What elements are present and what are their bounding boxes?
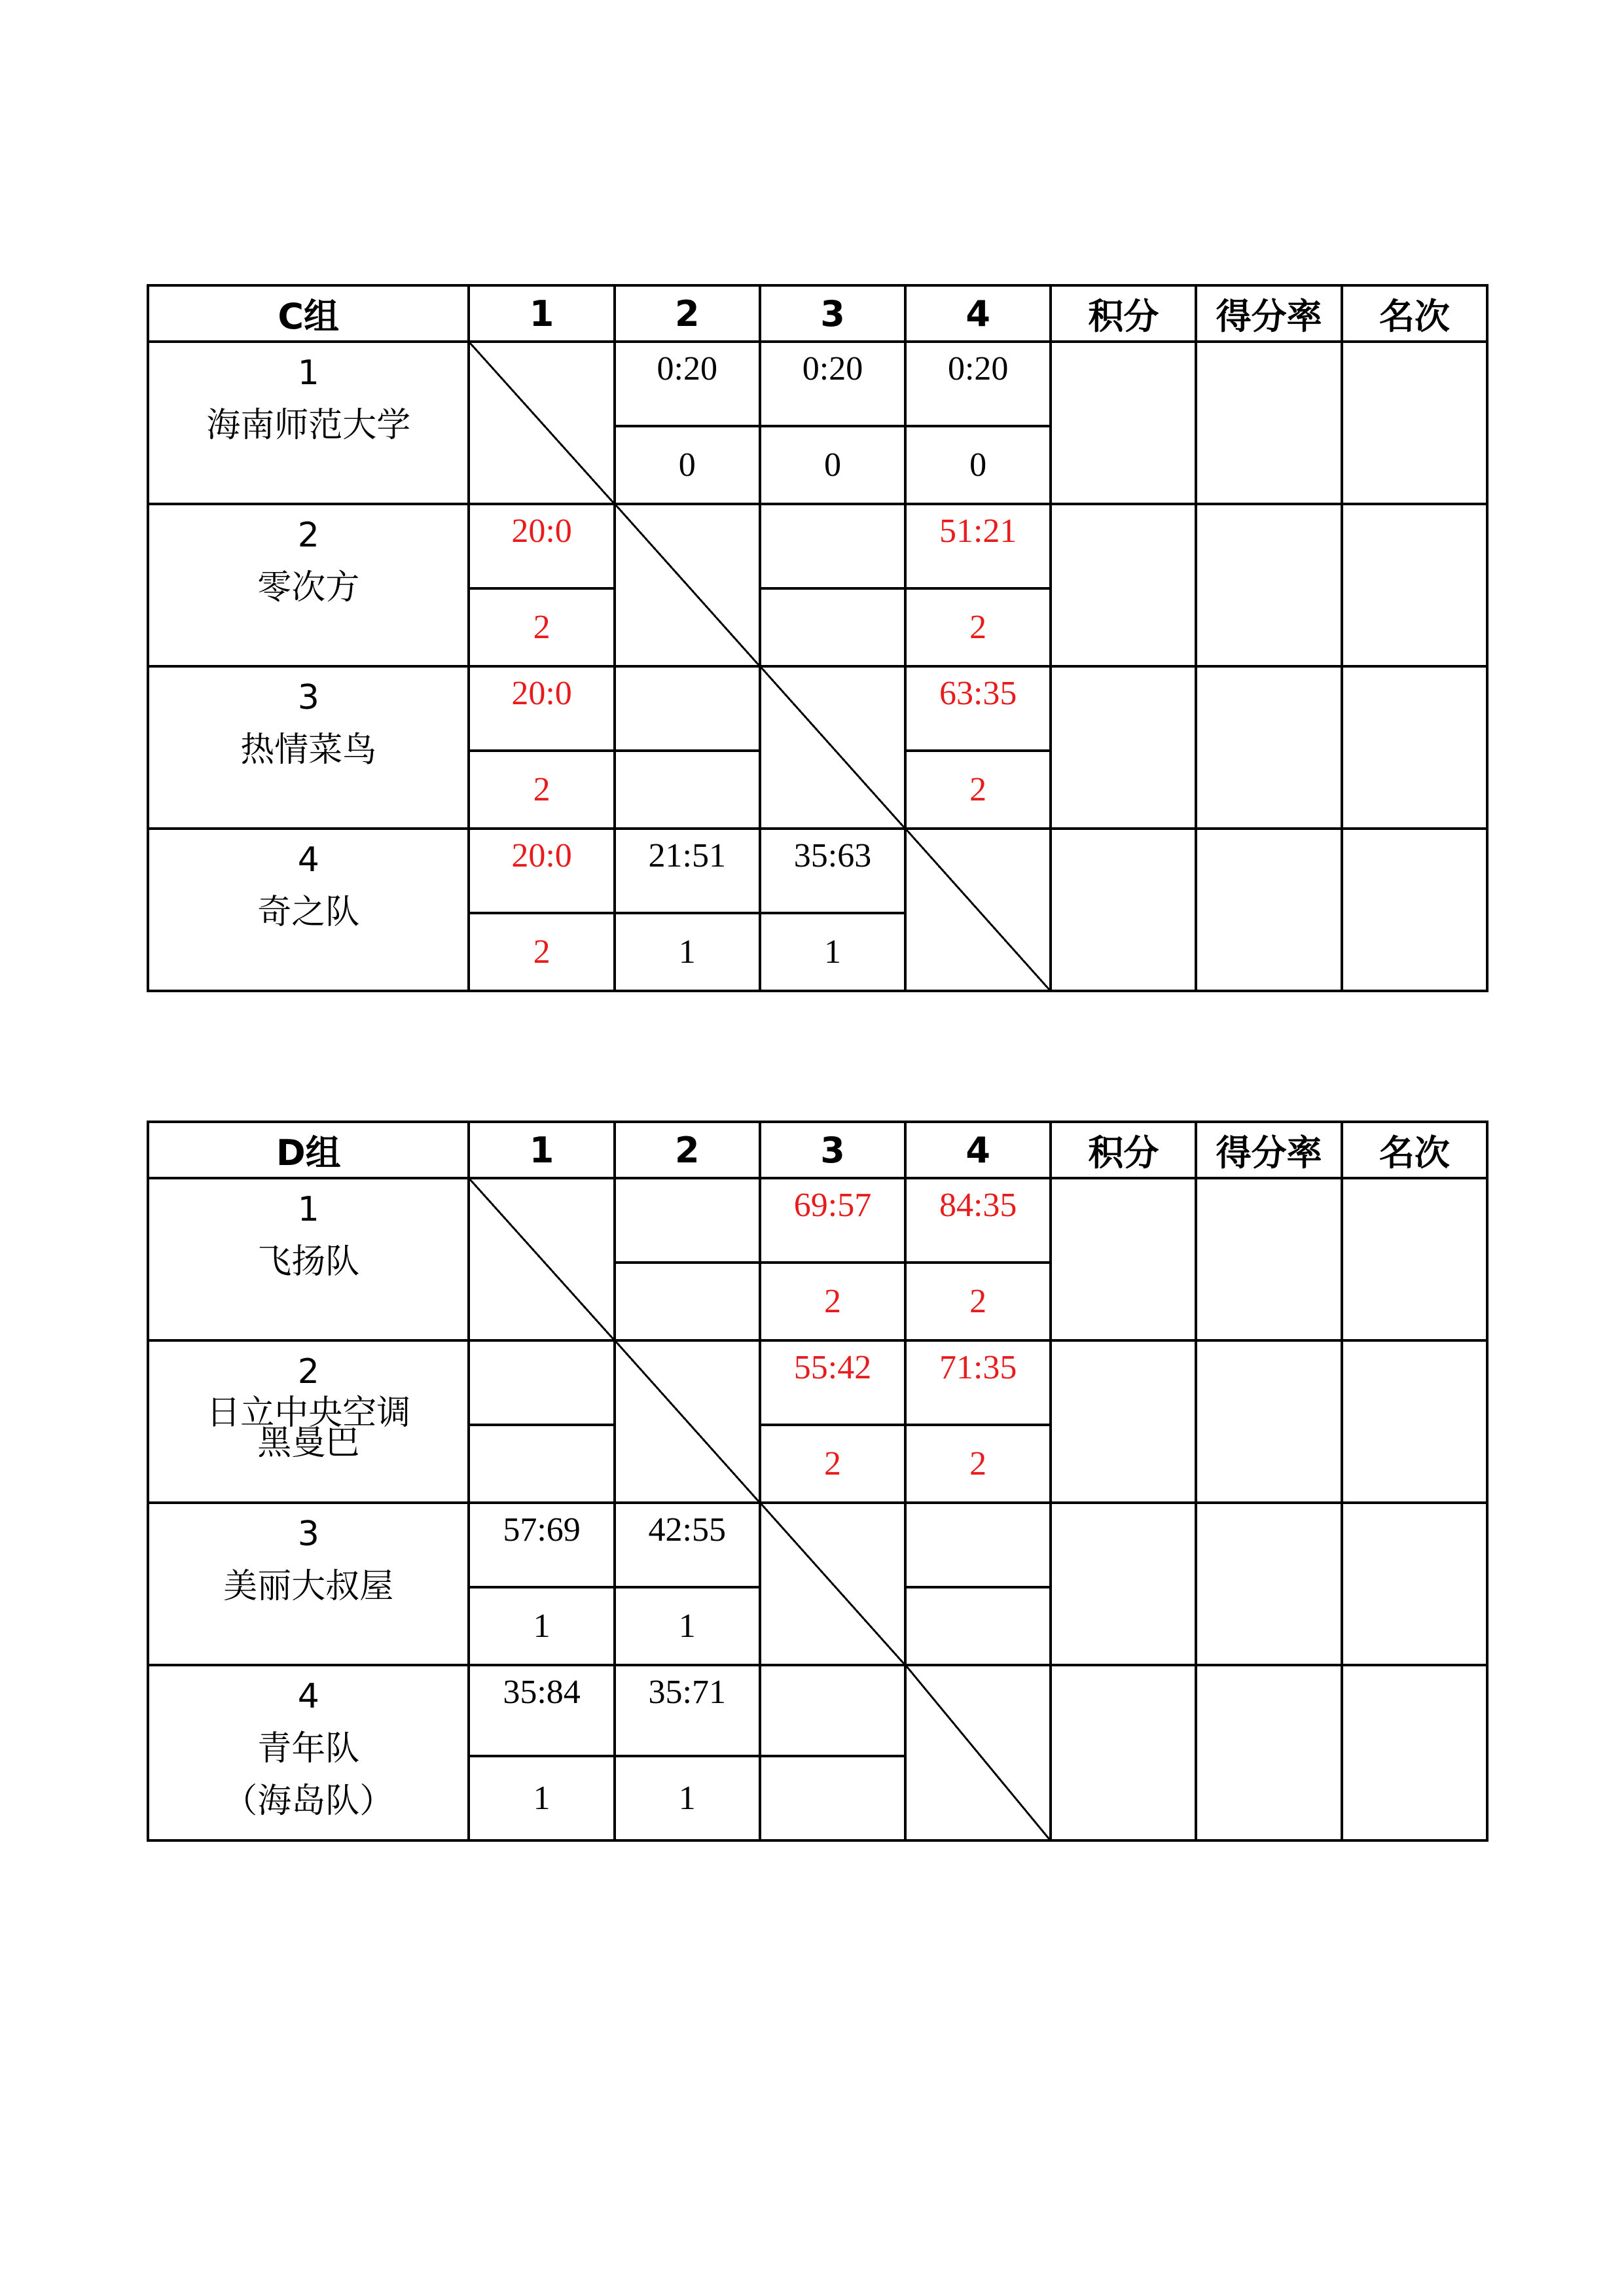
match-score (615, 666, 760, 751)
score-rate-cell (1196, 1178, 1341, 1340)
score-rate-cell (1196, 504, 1341, 666)
total-points-cell (1051, 342, 1196, 504)
group-d-table-container (147, 1121, 1489, 1842)
score-rate-cell (1196, 829, 1341, 991)
team-seed: 3 (297, 678, 319, 717)
match-score: 35:71 (615, 1665, 760, 1756)
match-score (469, 1340, 614, 1425)
team-seed: 3 (297, 1515, 319, 1554)
match-score: 84:35 (905, 1178, 1051, 1263)
match-score: 63:35 (905, 666, 1051, 751)
team-name: 海南师范大学 (206, 406, 411, 445)
self-match-cell (905, 829, 1051, 991)
match-points: 1 (469, 1756, 614, 1840)
total-points-cell (1051, 1665, 1196, 1840)
column-header: 2 (615, 285, 760, 342)
team-seed: 4 (297, 1677, 319, 1716)
match-score: 0:20 (615, 342, 760, 426)
team-row (148, 504, 1487, 588)
match-score: 20:0 (469, 829, 614, 913)
match-points: 1 (615, 1756, 760, 1840)
match-score: 42:55 (615, 1503, 760, 1587)
rank-cell (1342, 1503, 1487, 1665)
team-name: 美丽大叔屋 (223, 1567, 394, 1606)
match-score: 0:20 (760, 342, 905, 426)
match-points (615, 1263, 760, 1340)
match-score: 35:84 (469, 1665, 614, 1756)
rank-cell (1342, 504, 1487, 666)
match-score: 57:69 (469, 1503, 614, 1587)
team-row (148, 1503, 1487, 1587)
column-header: 得分率 (1196, 285, 1341, 342)
match-points: 2 (905, 1263, 1051, 1340)
match-score (615, 1178, 760, 1263)
total-points-cell (1051, 666, 1196, 829)
match-points: 1 (615, 913, 760, 991)
match-points: 2 (469, 751, 614, 829)
self-match-cell (760, 1503, 905, 1665)
match-points (469, 1425, 614, 1503)
team-row (148, 1178, 1487, 1263)
column-header: 积分 (1051, 285, 1196, 342)
total-points-cell (1051, 1340, 1196, 1503)
header-row (148, 1122, 1487, 1178)
column-header: 2 (615, 1122, 760, 1178)
group-table (147, 284, 1489, 992)
team-seed: 1 (297, 353, 319, 393)
total-points-cell (1051, 1503, 1196, 1665)
header-row (148, 285, 1487, 342)
column-header: 3 (760, 1122, 905, 1178)
match-points (760, 1756, 905, 1840)
team-cell (148, 1340, 469, 1503)
total-points-cell (1051, 829, 1196, 991)
self-match-cell (905, 1665, 1051, 1840)
match-points: 1 (469, 1587, 614, 1665)
team-cell (148, 504, 469, 666)
team-row (148, 1340, 1487, 1425)
team-cell (148, 342, 469, 504)
team-seed: 1 (297, 1190, 319, 1229)
match-points: 2 (905, 588, 1051, 666)
group-table (147, 1121, 1489, 1842)
team-name: 奇之队 (257, 893, 360, 932)
rank-cell (1342, 829, 1487, 991)
match-score: 20:0 (469, 504, 614, 588)
team-name: 飞扬队 (257, 1242, 360, 1282)
match-score: 55:42 (760, 1340, 905, 1425)
match-points: 1 (615, 1587, 760, 1665)
self-match-cell (615, 504, 760, 666)
match-points: 0 (760, 426, 905, 504)
group-title: C组 (148, 285, 469, 342)
team-name: 零次方 (257, 568, 360, 607)
self-match-cell (760, 666, 905, 829)
score-rate-cell (1196, 1503, 1341, 1665)
team-name: （海岛队） (223, 1782, 394, 1821)
team-row (148, 1665, 1487, 1756)
column-header: 4 (905, 285, 1051, 342)
match-points: 2 (905, 751, 1051, 829)
team-name: 青年队 (257, 1729, 360, 1768)
column-header: 1 (469, 1122, 614, 1178)
rank-cell (1342, 666, 1487, 829)
match-points (760, 588, 905, 666)
team-cell (148, 829, 469, 991)
match-points: 1 (760, 913, 905, 991)
column-header: 名次 (1342, 1122, 1487, 1178)
match-points: 0 (615, 426, 760, 504)
team-cell (148, 1665, 469, 1840)
score-rate-cell (1196, 1340, 1341, 1503)
team-name: 日立中央空调 (206, 1393, 411, 1433)
match-score (905, 1503, 1051, 1587)
match-score (760, 1665, 905, 1756)
match-points: 2 (905, 1425, 1051, 1503)
match-points: 2 (760, 1263, 905, 1340)
team-cell (148, 1503, 469, 1665)
match-score: 20:0 (469, 666, 614, 751)
match-score (760, 504, 905, 588)
team-cell (148, 1178, 469, 1340)
match-score: 0:20 (905, 342, 1051, 426)
column-header: 4 (905, 1122, 1051, 1178)
match-score: 51:21 (905, 504, 1051, 588)
self-match-cell (615, 1340, 760, 1503)
rank-cell (1342, 1665, 1487, 1840)
column-header: 3 (760, 285, 905, 342)
team-row (148, 829, 1487, 913)
team-row (148, 666, 1487, 751)
match-score: 35:63 (760, 829, 905, 913)
team-name: 热情菜鸟 (240, 730, 377, 770)
column-header: 名次 (1342, 285, 1487, 342)
self-match-cell (469, 1178, 614, 1340)
score-rate-cell (1196, 1665, 1341, 1840)
self-match-cell (469, 342, 614, 504)
rank-cell (1342, 1178, 1487, 1340)
rank-cell (1342, 342, 1487, 504)
score-rate-cell (1196, 342, 1341, 504)
rank-cell (1342, 1340, 1487, 1503)
match-score: 69:57 (760, 1178, 905, 1263)
team-seed: 2 (297, 1352, 319, 1391)
total-points-cell (1051, 1178, 1196, 1340)
team-row (148, 342, 1487, 426)
match-points: 2 (469, 588, 614, 666)
match-score: 21:51 (615, 829, 760, 913)
group-title: D组 (148, 1122, 469, 1178)
score-rate-cell (1196, 666, 1341, 829)
column-header: 积分 (1051, 1122, 1196, 1178)
team-seed: 4 (297, 840, 319, 880)
team-cell (148, 666, 469, 829)
match-points: 0 (905, 426, 1051, 504)
match-points (615, 751, 760, 829)
group-c-table-container (147, 284, 1489, 992)
column-header: 1 (469, 285, 614, 342)
match-points (905, 1587, 1051, 1665)
team-name: 黑曼巴 (257, 1424, 360, 1463)
match-score: 71:35 (905, 1340, 1051, 1425)
match-points: 2 (469, 913, 614, 991)
column-header: 得分率 (1196, 1122, 1341, 1178)
team-seed: 2 (297, 516, 319, 555)
total-points-cell (1051, 504, 1196, 666)
match-points: 2 (760, 1425, 905, 1503)
